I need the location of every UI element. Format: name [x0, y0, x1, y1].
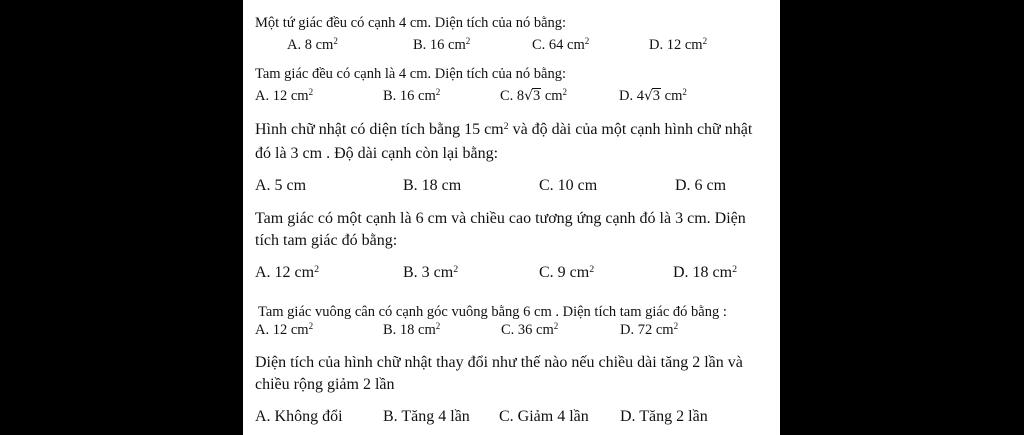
question-4	[255, 208, 776, 284]
option-b: B. Tăng 4 lần	[383, 408, 470, 425]
radical-sign: √	[643, 88, 653, 104]
question-4-stem-line-2: tích tam giác đó bằng:	[255, 232, 398, 249]
option-d: D. 12 $cm^2$	[649, 36, 708, 53]
question-2	[255, 63, 776, 107]
question-3-stem-line-1: Hình chữ nhật có diện tích bằng 15 $cm^2$ và độ dài của một cạnh hình chữ nhật	[255, 120, 753, 138]
option-c: C. Giảm 4 lần	[499, 408, 589, 425]
question-1-options	[255, 34, 776, 56]
option-a: A. 12 $cm^2$	[255, 263, 320, 281]
option-b: B. 16 $cm^2$	[383, 87, 441, 104]
question-5	[255, 301, 776, 341]
question-3	[255, 119, 776, 197]
question-5-options	[255, 319, 776, 341]
option-d: D. 72 $cm^2$	[620, 321, 679, 338]
option-c: C. 9 $cm^2$	[539, 263, 595, 281]
option-a: A. 5 cm	[255, 177, 307, 194]
option-c: C. 64 $cm^2$	[532, 36, 590, 53]
option-a: A. 12 $cm^2$	[255, 321, 314, 338]
option-b: B. 3 $cm^2$	[403, 263, 459, 281]
option-a: A. 8 $cm^2$	[287, 36, 338, 53]
question-4-options	[255, 262, 776, 284]
option-b: B. 16 $cm^2$	[413, 36, 471, 53]
option-a: A. 12 $cm^2$	[255, 87, 314, 104]
question-1-stem: Một tứ giác đều có cạnh 4 cm. Diện tích của nó bằng:	[255, 15, 567, 31]
document-page	[243, 0, 780, 435]
radical-sign: √	[524, 88, 533, 104]
option-d: D. 4√3 $cm^2$	[619, 87, 687, 104]
question-3-options	[255, 175, 776, 197]
option-b: B. 18 $cm^2$	[383, 321, 441, 338]
question-2-stem: Tam giác đều có cạnh là 4 cm. Diện tích của nó bằng:	[255, 66, 567, 82]
question-3-stem-line-2: đó là 3 cm . Độ dài cạnh còn lại bằng:	[255, 145, 499, 162]
option-c: C. 10 cm	[539, 177, 598, 194]
option-d: D. Tăng 2 lần	[620, 408, 708, 425]
question-6-options	[255, 406, 776, 428]
option-d: D. 6 cm	[675, 177, 727, 194]
question-6	[255, 352, 776, 428]
question-5-stem: Tam giác vuông cân có cạnh góc vuông bằng 6 cm . Diện tích tam giác đó bằng :	[258, 304, 727, 320]
question-4-stem-line-1: Tam giác có một cạnh là 6 cm và chiều cao tương ứng cạnh đó là 3 cm. Diện	[255, 210, 746, 227]
option-a: A. Không đổi	[255, 408, 343, 425]
option-c: C. 8√3 $cm^2$	[500, 87, 568, 104]
question-6-stem-line-1: Diện tích của hình chữ nhật thay đổi như thế nào nếu chiều dài tăng 2 lần và	[255, 354, 743, 371]
option-c: C. 36 $cm^2$	[501, 321, 559, 338]
option-b: B. 18 cm	[403, 177, 462, 194]
option-d: D. 18 $cm^2$	[673, 263, 738, 281]
question-6-stem-line-2: chiều rộng giảm 2 lần	[255, 376, 395, 393]
question-2-options	[255, 85, 776, 107]
question-1	[255, 12, 776, 56]
